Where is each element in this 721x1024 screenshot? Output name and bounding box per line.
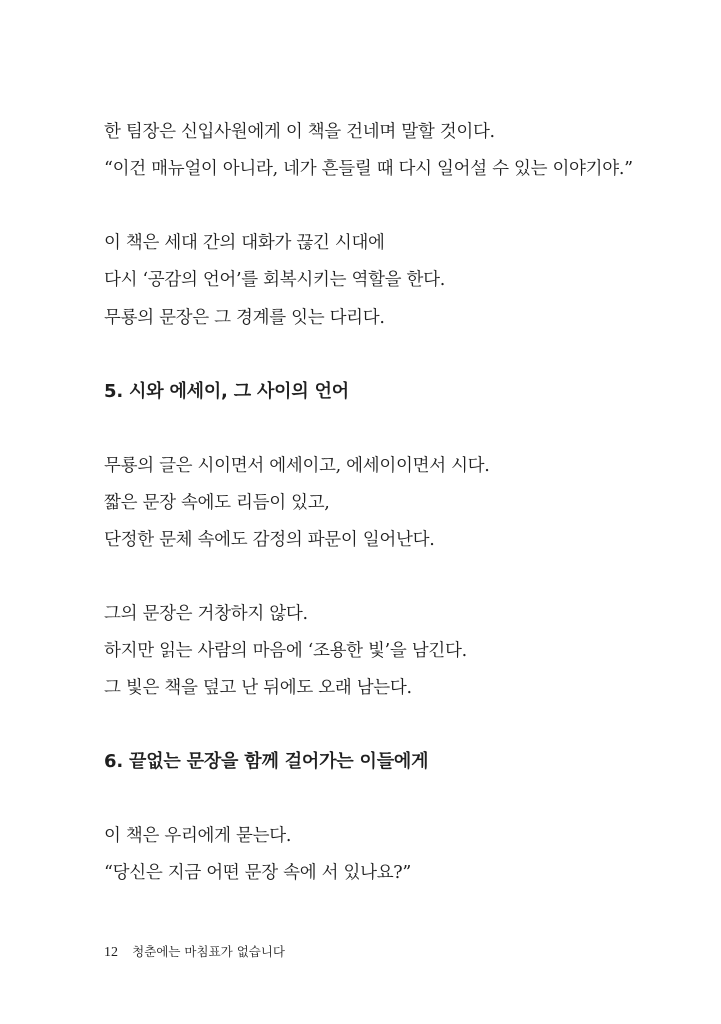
- section-heading: 5. 시와 에세이, 그 사이의 언어: [104, 381, 350, 402]
- body-line: 무룡의 글은 시이면서 에세이고, 에세이이면서 시다.: [104, 456, 490, 476]
- section-heading: 6. 끝없는 문장을 함께 걸어가는 이들에게: [104, 751, 429, 772]
- body-line: 한 팀장은 신입사원에게 이 책을 건네며 말할 것이다.: [104, 122, 495, 142]
- body-line: 이 책은 우리에게 묻는다.: [104, 826, 292, 846]
- body-line: 무룡의 문장은 그 경계를 잇는 다리다.: [104, 308, 385, 328]
- body-line: 그의 문장은 거창하지 않다.: [104, 604, 308, 624]
- body-line: “당신은 지금 어떤 문장 속에 서 있나요?”: [104, 863, 412, 883]
- body-line: 단정한 문체 속에도 감정의 파문이 일어난다.: [104, 530, 435, 550]
- body-line: 다시 ‘공감의 언어’를 회복시키는 역할을 한다.: [104, 270, 445, 290]
- page-footer: [104, 943, 285, 962]
- page-number: 12: [104, 945, 118, 960]
- body-line: 이 책은 세대 간의 대화가 끊긴 시대에: [104, 233, 385, 253]
- body-line: “이건 매뉴얼이 아니라, 네가 흔들릴 때 다시 일어설 수 있는 이야기야.”: [104, 159, 633, 179]
- body-line: 그 빛은 책을 덮고 난 뒤에도 오래 남는다.: [104, 678, 412, 698]
- running-title: 청춘에는 마침표가 없습니다: [132, 944, 285, 959]
- body-line: 하지만 읽는 사람의 마음에 ‘조용한 빛’을 남긴다.: [104, 641, 467, 661]
- body-line: 짧은 문장 속에도 리듬이 있고,: [104, 493, 330, 513]
